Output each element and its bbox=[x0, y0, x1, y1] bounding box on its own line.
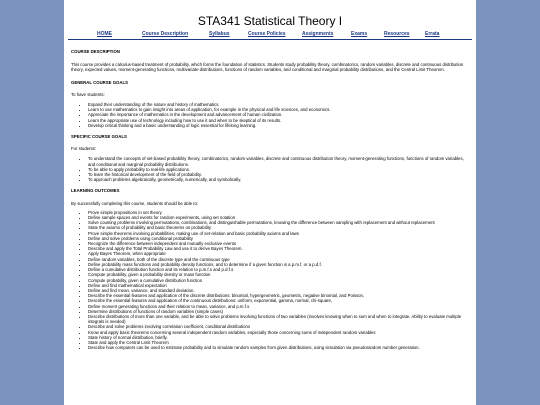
nav-home[interactable]: HOME bbox=[97, 31, 112, 37]
course-description-text: This course provides a calculus-based treatment of probability, which forms the foundation of statistics. Students study probability theory, combinatorics, random variables, discrete and continuous distribution theory, expected values, moment-generating functions, multivariate distributions, functions of random variables, and conditional and marginal probability distributions, and the Central Limit Theorem. bbox=[71, 62, 464, 73]
list-item: • State and apply the Central Limit Theorem bbox=[88, 340, 469, 345]
nav-resources[interactable]: Resources bbox=[384, 31, 410, 37]
learning-outcomes-intro: By successfully completing this course, students should be able to: bbox=[71, 200, 199, 206]
list-item: • Compute probability, given a cumulative distribution function bbox=[88, 278, 469, 283]
list-item: • Expand their understanding of the nature and history of mathematics. bbox=[88, 102, 469, 107]
nav-course-policies[interactable]: Course Policies bbox=[248, 31, 286, 37]
list-item: • Solve counting problems involving permutations, combinations, and distinguishable permutations, knowing the difference between sampling with replacement and without replacement bbox=[88, 220, 469, 225]
list-item: • Define and find mathematical expectation bbox=[88, 283, 469, 288]
list-item: • Describe the essential features and application of the continuous distributions: uniform, exponential, gamma, normal, chi-square, bbox=[88, 298, 469, 303]
list-item: • To understand the concepts of set-based probability theory, combinatorics, random variables, discrete and continuous distribution theory, moment-generating functions, functions of random variables, and conditional and marginal probability distributions. bbox=[88, 156, 469, 166]
list-item: • To learn the historical development of the field of probability. bbox=[88, 172, 469, 177]
list-item: • Appreciate the importance of mathematics in the development and advancement of human civilization. bbox=[88, 112, 469, 117]
list-item: • Prove simple theorems involving probabilities, making use of set-relation and basic probability axioms and laws bbox=[88, 231, 469, 236]
nav-bar bbox=[68, 31, 472, 40]
list-item: • Learn the appropriate use of technology including how to use it and when to be skeptical of its results. bbox=[88, 118, 469, 123]
specific-goals-intro: For students: bbox=[71, 146, 97, 152]
list-item: • Learn to use mathematics to gain insight into areas of application, for example in the physical and life sciences, and economics. bbox=[88, 107, 469, 112]
list-item: • Compute probability, given a probability density or mass function bbox=[88, 272, 469, 277]
page-title: STA341 Statistical Theory I bbox=[197, 14, 343, 28]
specific-goals-list bbox=[71, 156, 469, 182]
list-item: • State the axioms of probability and basic theorems on probability bbox=[88, 225, 469, 230]
list-item: • Define random variables, both of the discrete type and the continuous type bbox=[88, 257, 469, 262]
section-heading-general-goals: GENERAL COURSE GOALS bbox=[71, 79, 128, 85]
list-item: • State history of normal distribution, briefly. bbox=[88, 335, 469, 340]
learning-outcomes-list bbox=[71, 210, 469, 350]
section-heading-specific-goals: SPECIFIC COURSE GOALS bbox=[71, 134, 127, 140]
list-item: • Describe and apply the Total Probability Law and use it to derive Bayes Theorem. bbox=[88, 246, 469, 251]
list-item: • To approach problems algebraically, geometrically, numerically, and symbolically. bbox=[88, 177, 469, 182]
list-item: • Apply Bayes Theorem, when appropriate bbox=[88, 251, 469, 256]
list-item: • Describe and solve problems involving correlation coefficient, conditional distributions bbox=[88, 324, 469, 329]
list-item: • Develop critical thinking and a basic understanding of logic essential for lifelong learning. bbox=[88, 123, 469, 128]
nav-exams[interactable]: Exams bbox=[351, 31, 368, 37]
section-heading-learning-outcomes: LEARNING OUTCOMES bbox=[71, 188, 120, 194]
nav-assignments[interactable]: Assignments bbox=[302, 31, 334, 37]
general-goals-intro: To have students: bbox=[71, 91, 105, 97]
list-item: • Define and solve problems using conditional probability bbox=[88, 236, 469, 241]
list-item: • Know and apply basic theorems concerning several independent random variables, especially those concerning sums of independent random variables bbox=[88, 330, 469, 335]
page-panel bbox=[64, 0, 476, 405]
list-item: • Define a cumulative distribution function and its relation to p.m.f.s and p.d.f.s bbox=[88, 267, 469, 272]
list-item: • Prove simple propositions in set theory bbox=[88, 210, 469, 215]
nav-syllabus[interactable]: Syllabus bbox=[209, 31, 230, 37]
section-heading-description: COURSE DESCRIPTION bbox=[71, 49, 120, 54]
list-item: • Describe how computers can be used to estimate probability and to simulate random samples from given distributions, using simulation via pseudorandom number generation. bbox=[88, 345, 469, 350]
main-content bbox=[71, 49, 469, 350]
general-goals-list bbox=[71, 102, 469, 128]
nav-errata[interactable]: Errata bbox=[425, 31, 440, 37]
list-item: • Determine distributions of functions of random variables (simple cases) bbox=[88, 309, 469, 314]
list-item: • Define and find mean, variance, and standard deviation. bbox=[88, 288, 469, 293]
list-item: • To be able to apply probability to real-life applications. bbox=[88, 167, 469, 172]
list-item: • Define sample spaces and events for random experiments, using set notation bbox=[88, 215, 469, 220]
nav-course-description[interactable]: Course Description bbox=[142, 31, 189, 37]
list-item: • Recognize the difference between independent and mutually exclusive events bbox=[88, 241, 469, 246]
list-item: • Describe the essential features and application of the discrete distributions: binomial, hypergeometric, geometric, negative binomial, and Poisson, bbox=[88, 293, 469, 298]
list-item: • Define probability mass functions and probability density functions, and to determine if a given function is a p.m.f. or a p.d.f. bbox=[88, 262, 469, 267]
list-item: • Describe distributions of more than one variable, and be able to solve problems involving functions of two variables (involves knowing when to sum and when to integrate. Ability to evaluate multiple integrals is needed) bbox=[88, 314, 469, 324]
list-item: • Define moment generating functions and their relation to mean, variance, and p.m.f.s bbox=[88, 304, 469, 309]
